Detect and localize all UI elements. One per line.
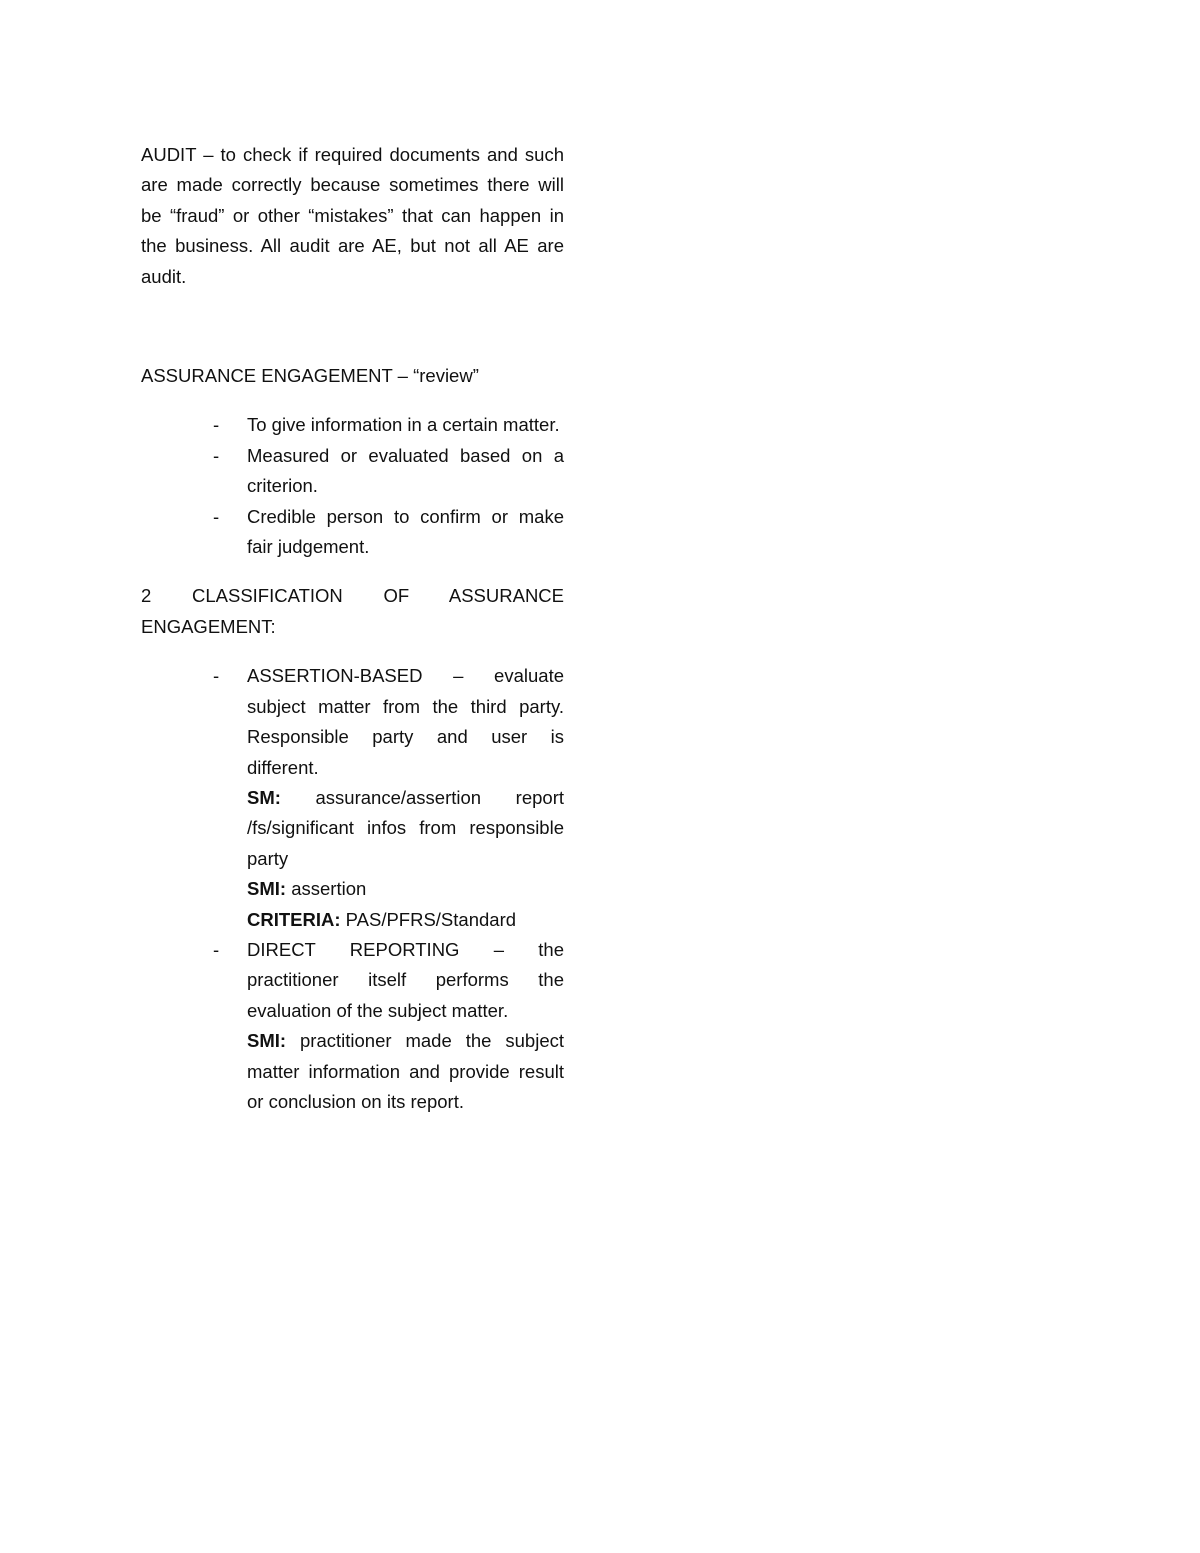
direct-reporting-text: DIRECT REPORTING – the practitioner itself performs the evaluation of the subject matter. [247, 938, 564, 1021]
criteria-label: CRITERIA: [247, 908, 341, 930]
bullet-text: Credible person to confirm or make fair judgement. [247, 505, 564, 558]
assurance-bullet [141, 410, 564, 440]
audit-paragraph: AUDIT – to check if required documents and such are made correctly because sometimes there will be “fraud” or other “mistakes” that can happen in the business. All audit are AE, but not all AE are audit. [141, 144, 564, 287]
bullet-dash: - [213, 414, 220, 436]
assertion-sm-line [247, 783, 564, 874]
smi-text: practitioner made the subject matter information and provide result or conclusion on its report. [247, 1030, 564, 1112]
smi-label: SMI: [247, 1030, 287, 1052]
bullet-text: To give information in a certain matter. [247, 414, 560, 436]
bullet-dash: - [213, 665, 220, 687]
assertion-smi-line [247, 874, 564, 904]
criteria-text: PAS/PFRS/Standard [345, 908, 517, 930]
assertion-based-item [141, 661, 564, 935]
smi-text: assertion [291, 878, 367, 900]
classification-heading: 2 CLASSIFICATION OF ASSURANCE ENGAGEMENT: [141, 585, 564, 637]
sm-label: SM: [247, 786, 281, 808]
bullet-dash: - [213, 938, 220, 960]
text-column [141, 140, 564, 1117]
assurance-bullet-list [141, 410, 564, 562]
bullet-dash: - [213, 505, 220, 527]
assurance-heading: ASSURANCE ENGAGEMENT – “review” [141, 365, 479, 387]
classification-bullet-list [141, 661, 564, 1117]
assurance-bullet [141, 441, 564, 502]
bullet-dash: - [213, 444, 220, 466]
direct-smi-line [247, 1026, 564, 1117]
assurance-bullet [141, 502, 564, 563]
direct-reporting-item [141, 935, 564, 1117]
assertion-based-text: ASSERTION-BASED – evaluate subject matter from the third party. Responsible party and user is different. [247, 665, 564, 778]
smi-label: SMI: [247, 878, 287, 900]
sm-text: assurance/assertion report /fs/significant infos from responsible party [247, 786, 564, 869]
bullet-text: Measured or evaluated based on a criterion. [247, 444, 564, 497]
assertion-criteria-line [247, 905, 564, 935]
